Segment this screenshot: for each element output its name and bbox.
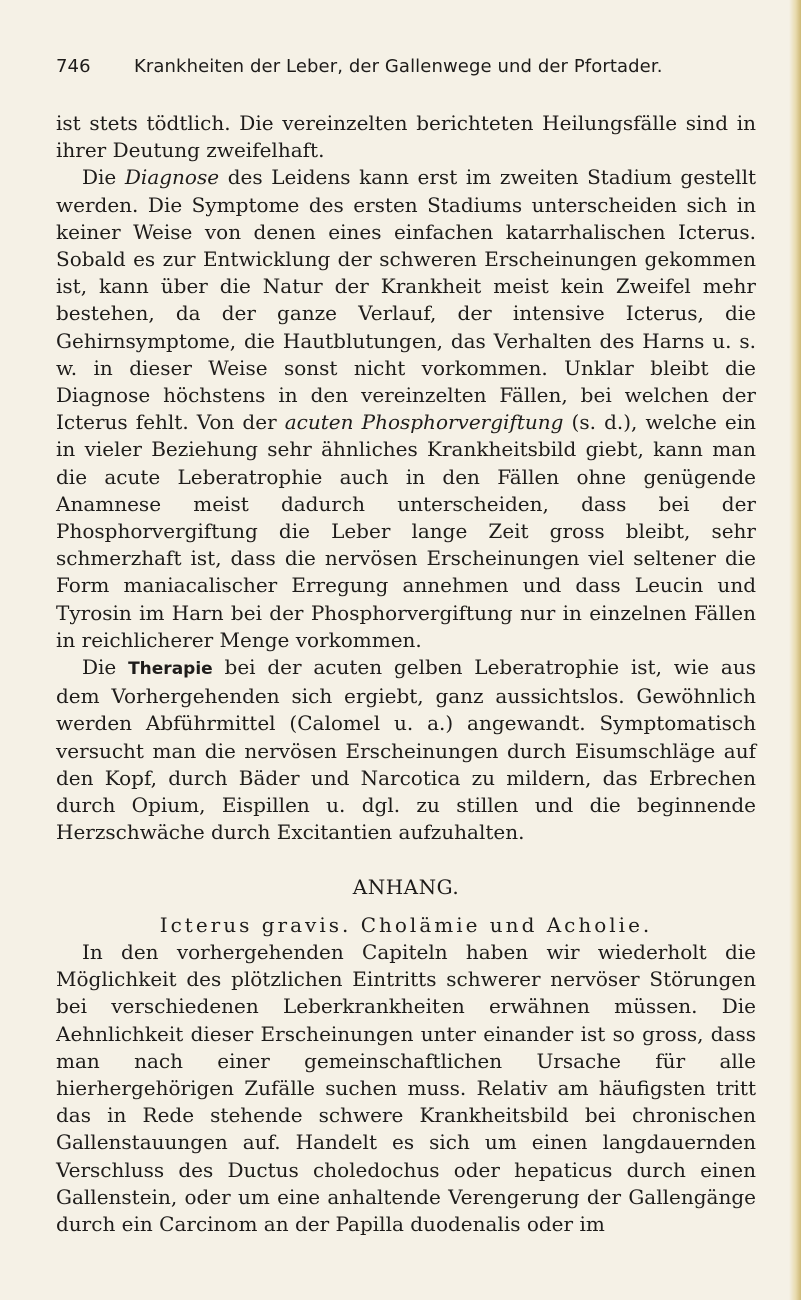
term-therapie: Therapie (128, 659, 213, 680)
paragraph-diagnose-post: (s. d.), welche ein in vieler Beziehung sehr ähnliches Krankheitsbild giebt, kann man die acute Leberatrophie auch in den Fällen ohne genügende Anamnese meist dadurch unterscheiden, dass bei der Phosphorvergiftung die Leber lange Zeit gross bleibt, sehr schmerzhaft ist, dass die nervösen Erscheinungen viel seltener die Form maniacalischer Erregung annehmen und dass Leucin und Tyrosin im Harn bei der Phosphorvergiftung nur in einzelnen Fällen in reichlicherer Menge vorkommen. (56, 410, 757, 652)
term-phosphorvergiftung: acuten Phosphorvergiftung (284, 410, 564, 435)
page-header (56, 52, 756, 82)
paragraph-1: ist stets tödtlich. Die vereinzelten berichteten Heilungsfälle sind in ihrer Deutung zweifelhaft. (56, 111, 756, 163)
book-page (56, 52, 756, 1238)
running-title: Krankheiten der Leber, der Gallenwege und der Pfortader. (134, 56, 663, 77)
paragraph-diagnose-pre: Die (82, 165, 125, 190)
paragraph-diagnose (56, 164, 756, 654)
paragraph-therapie-post: bei der acuten gelben Leberatrophie ist, wie aus dem Vorhergehenden sich ergiebt, ganz aussichtslos. Gewöhnlich werden Abführmittel (Calomel u. a.) angewandt. Symptomatisch versucht man die nervösen Erscheinungen durch Eisumschläge auf den Kopf, durch Bäder und Narcotica zu mildern, das Erbrechen durch Opium, Eispillen u. dgl. zu stillen und die beginnende Herzschwäche durch Excitantien aufzuhalten. (56, 655, 756, 845)
paragraph-anhang: In den vorhergehenden Capiteln haben wir wiederholt die Möglichkeit des plötzlichen Eintritts schwerer nervöser Störungen bei verschiedenen Leberkrankheiten erwähnen müssen. Die Aehnlichkeit dieser Erscheinungen unter einander ist so gross, dass man nach einer gemeinschaftlichen Ursache für alle hierhergehörigen Zufälle suchen muss. Relativ am häufigsten tritt das in Rede stehende schwere Krankheitsbild bei chronischen Gallenstauungen auf. Handelt es sich um einen langdauernden Verschluss des Ductus choledochus oder hepaticus durch einen Gallenstein, oder um eine anhaltende Verengerung der Gallengänge durch ein Carcinom an der Papilla duodenalis oder im (56, 939, 756, 1236)
section-heading: ANHANG. (352, 875, 460, 900)
page-body (56, 110, 756, 1238)
section-subheading: Icterus gravis. Cholämie und Acholie. (159, 912, 653, 937)
paragraph-therapie (56, 654, 756, 846)
page-number: 746 (56, 56, 91, 77)
page-edge (789, 0, 801, 1300)
paragraph-diagnose-mid: des Leidens kann erst im zweiten Stadium gestellt werden. Die Symptome des ersten Stadiums unterscheiden sich in keiner Weise von denen eines einfachen katarrhalischen Icterus. Sobald es zur Entwicklung der schweren Erscheinungen gekommen ist, kann über die Natur der Krankheit meist kein Zweifel mehr bestehen, da der ganze Verlauf, der intensive Icterus, die Gehirnsymptome, die Hautblutungen, das Verhalten des Harns u. s. w. in dieser Weise sonst nicht vorkommen. Unklar bleibt die Diagnose höchstens in den vereinzelten Fällen, bei welchen der Icterus fehlt. Von der (56, 165, 756, 435)
paragraph-therapie-pre: Die (82, 655, 129, 680)
term-diagnose: Diagnose (124, 165, 220, 190)
